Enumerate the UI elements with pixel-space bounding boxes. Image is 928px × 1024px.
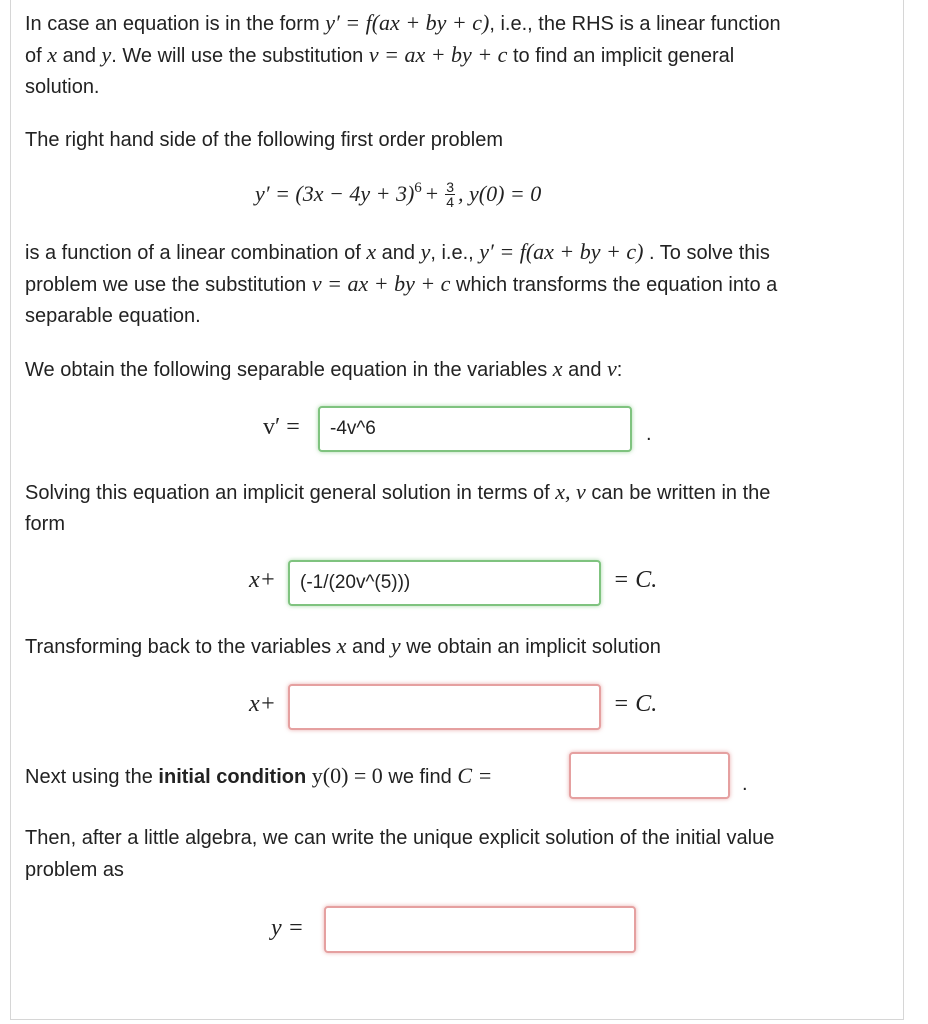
problem-lead: The right hand side of the following first order problem — [25, 129, 504, 151]
implicit-y-suffix: = C. — [613, 691, 658, 717]
implicit-v-suffix: = C. — [613, 567, 658, 593]
ode-equation: y′ = (3x − 4y + 3) $^6$ + $\frac{3}{4}$ , y(0) = 0 — [255, 178, 542, 210]
linear-line-3: separable equation. — [25, 305, 201, 327]
explicit-line-1: Then, after a little algebra, we can write the unique explicit solution of the initial value — [25, 827, 775, 849]
implicit-y-lead: Transforming back to the variables x and y we obtain an implicit solution — [25, 633, 661, 658]
explicit-line-2: problem as — [25, 859, 124, 881]
separable-period: . — [646, 423, 652, 445]
constant-c-input[interactable] — [569, 752, 730, 799]
separable-answer-input[interactable]: -4v^6 — [318, 406, 632, 452]
linear-line-1: is a function of a linear combination of x and y, i.e., y′ = f(ax + by + c) . To solve this — [25, 239, 770, 264]
explicit-answer-input[interactable] — [324, 906, 636, 953]
intro-line-2: of x and y. We will use the substitution v = ax + by + c to find an implicit general — [25, 42, 735, 67]
separable-label: v′ = — [263, 414, 300, 440]
initial-period: . — [742, 773, 748, 795]
intro-line-3: solution. — [25, 76, 100, 98]
implicit-y-answer-input[interactable] — [288, 684, 601, 730]
separable-lead: We obtain the following separable equation in the variables x and v: — [25, 356, 623, 381]
intro-line-1: In case an equation is in the form y′ = f(ax + by + c), i.e., the RHS is a linear function — [25, 10, 781, 35]
implicit-v-line-1: Solving this equation an implicit general solution in terms of x, v can be written in the — [25, 479, 771, 504]
implicit-y-prefix: x+ — [249, 691, 276, 717]
implicit-v-prefix: x+ — [249, 567, 276, 593]
linear-line-2: problem we use the substitution v = ax + by + c which transforms the equation into a — [25, 271, 778, 296]
initial-condition-line: Next using the initial condition y(0) = 0 we find C = — [25, 763, 493, 788]
explicit-label: y = — [271, 915, 304, 941]
implicit-v-line-2: form — [25, 513, 65, 535]
implicit-v-answer-input[interactable]: (-1/(20v^(5))) — [288, 560, 601, 606]
